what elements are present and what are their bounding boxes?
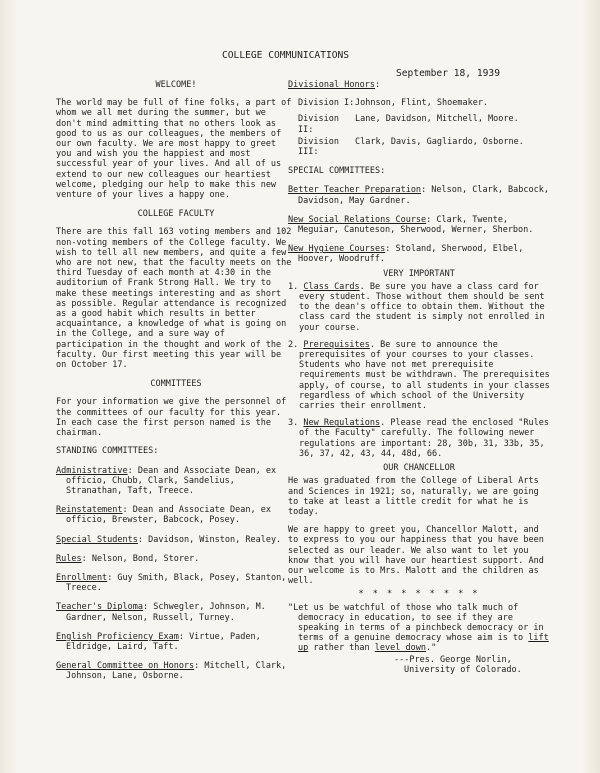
- welcome-paragraph: The world may be full of fine folks, a part of whom we all met during the summer, but we don't mind admitting that no others look as good to us as our colleagues, the members of our own faculty. We are most happy to greet you and wish you the happiest and most successful year of your lives. And all of us extend to our new colleagues our heartiest welcome, pledging our help to make this new venture of your lives a happy one.: [56, 98, 292, 201]
- important-item: 2. Prerequisites. Be sure to announce the prerequisites of your courses to your classes. Students who have not met prerequisite requirements must be withdrawn. The prerequisites apply, of course, to all students in your classes regardless of which school of the University carries their enrollment.: [288, 339, 550, 412]
- division-members: Clark, Davis, Gagliardo, Osborne.: [355, 136, 524, 147]
- committee-members: : Guy Smith, Black, Posey, Stanton, Treece.: [66, 572, 287, 594]
- committee-members: : Clark, Twente, Meguiar, Canuteson, Sherwood, Werner, Sherbon.: [298, 214, 534, 236]
- committee-entry: [56, 505, 296, 525]
- committee-members: : Davidson, Winston, Realey.: [137, 534, 282, 545]
- committee-name: English Proficiency Exam: [56, 631, 179, 642]
- committee-name: Reinstatement: [56, 505, 123, 516]
- important-item-text: . Please read the enclosed "Rules of the Faculty" carefully. The following newer regulations are important: 28, 30b, 31, 33b, 35, 36, 37, 42, 43, 44, 48d, 66.: [299, 418, 550, 459]
- newsletter-title: COLLEGE COMMUNICATIONS: [222, 50, 350, 61]
- newsletter-date: September 18, 1939: [396, 68, 500, 79]
- chancellor-welcome-paragraph: We are happy to greet you, Chancellor Malott, and to express to you our happiness that you have been selected as our leader. We also want to let you know that you will have our heartiest support. And our welcome is to Mrs. Malott and the children as well.: [288, 525, 544, 587]
- committee-name: Teacher's Diploma: [56, 602, 143, 613]
- star-divider: * * * * * * * * *: [358, 589, 480, 600]
- committee-entry: [56, 602, 296, 622]
- committee-entry: [56, 573, 296, 593]
- committee-name: General Committee on Honors: [56, 661, 195, 672]
- committee-members: : Nelson, Clark, Babcock, Davidson, May Gardner.: [298, 185, 549, 206]
- committee-entry: [56, 466, 296, 497]
- division-entry: [288, 114, 550, 134]
- divisional-honors-label: Divisional Honors:: [288, 80, 381, 90]
- important-item-text: . Be sure to announce the prerequisites of your courses to your classes. Students who have not met prerequisite requirements must be withdrawn. The prerequisites apply, of course, to all students in your classes regardless of which school of the University carries their enrollment.: [299, 339, 550, 412]
- division-members: Johnson, Flint, Shoemaker.: [355, 98, 489, 109]
- chancellor-paragraph: He was graduated from the College of Liberal Arts and Sciences in 1921; so, naturally, we are going to take at least a little credit for what he is today.: [288, 476, 539, 517]
- committee-name: Rules: [56, 553, 82, 564]
- committee-entry: [288, 244, 550, 264]
- standing-committees-label: STANDING COMMITTEES:: [56, 446, 159, 457]
- important-item-title: New Regulations: [303, 418, 381, 429]
- left-column: [56, 80, 296, 682]
- committee-name: Special Students: [56, 534, 138, 545]
- committee-members: : Nelson, Bond, Storer.: [81, 553, 200, 564]
- committee-entry: [56, 632, 296, 652]
- right-column: [288, 80, 550, 675]
- important-item-title: Prerequisites: [303, 339, 370, 350]
- committee-entry: [56, 535, 296, 545]
- college-faculty-paragraph: There are this fall 163 voting members and 102 non-voting members of the College faculty. We wish to tell all new members, and quite a few who are not new, that the faculty meets on the third Tuesday of each month at 4:30 in the auditorium of Frank Strong Hall. We try to make these meetings interesting and as short as possible. Regular attendance is recognized as a good habit which results in better acquaintance, a knowledge of what is going on in the College, and a sure way of participation in the thought and work of the faculty. Our first meeting this year will be on October 17.: [56, 227, 292, 371]
- important-item: 3. New Regulations. Please read the enclosed "Rules of the Faculty" carefully. The following newer regulations are important: 28, 30b, 31, 33b, 35, 36, 37, 42, 43, 44, 48d, 66.: [288, 418, 550, 459]
- committee-members: : Virtue, Paden, Eldridge, Laird, Taft.: [66, 631, 261, 652]
- college-faculty-heading: COLLEGE FACULTY: [137, 209, 215, 220]
- important-item-title: Class Cards: [303, 281, 360, 292]
- committees-heading: COMMITTEES: [150, 379, 202, 390]
- division-members: Lane, Davidson, Mitchell, Moore.: [355, 114, 519, 125]
- committee-name: New Hygiene Courses: [288, 244, 386, 255]
- committee-members: : Stoland, Sherwood, Elbel, Hoover, Woodruff.: [298, 244, 524, 265]
- committees-intro: For your information we give the personnel of the committees of our faculty for this year. In each case the first person named is the chairman.: [56, 397, 287, 439]
- special-committees-label: SPECIAL COMMITTEES:: [288, 166, 386, 177]
- division-label: Division III:: [298, 136, 339, 158]
- committee-members: : Mitchell, Clark, Johnson, Lane, Osborne.: [66, 661, 287, 682]
- division-entry: [288, 137, 550, 157]
- our-chancellor-heading: OUR CHANCELLOR: [383, 463, 455, 474]
- division-entry: [288, 98, 550, 108]
- welcome-heading: WELCOME!: [155, 80, 197, 90]
- norlin-quote: "Let us be watchful of those who talk much of democracy in education, to see if they are speaking in terms of a pinchbeck democracy or in terms of a genuine democracy whose aim is to lift up rather than level down.": [288, 602, 549, 654]
- committee-members: : Dean and Associate Dean, ex officio, Chubb, Clark, Sandelius, Stranathan, Taft, Treece.: [66, 465, 277, 496]
- committee-members: : Dean and Associate Dean, ex officio, Brewster, Babcock, Posey.: [66, 505, 271, 526]
- division-label: Division I:: [298, 98, 355, 109]
- very-important-heading: VERY IMPORTANT: [383, 268, 455, 279]
- committee-name: Better Teacher Preparation: [288, 185, 422, 196]
- important-item: 1. Class Cards. Be sure you have a class card for every student. Those without them should be sent to the dean's office to obtain them. Without the class card the student is simply not enrolled in your course.: [288, 281, 545, 333]
- committee-entry: [288, 215, 550, 235]
- important-item-text: . Be sure you have a class card for every student. Those without them should be sent to the dean's office to obtain them. Without the class card the student is simply not enrolled in your course.: [299, 281, 545, 333]
- quote-attribution: ---Pres. George Norlin, University of Colorado.: [394, 654, 522, 675]
- committee-name: Enrollment: [56, 572, 108, 583]
- committee-name: Administrative: [56, 465, 128, 476]
- committee-entry: [56, 554, 296, 564]
- committee-entry: [288, 185, 550, 205]
- committee-name: New Social Relations Course: [288, 214, 427, 225]
- committee-entry: [56, 661, 296, 681]
- division-label: Division II:: [298, 114, 339, 135]
- committee-members: : Schwegler, Johnson, M. Gardner, Nelson, Russell, Turney.: [66, 602, 266, 623]
